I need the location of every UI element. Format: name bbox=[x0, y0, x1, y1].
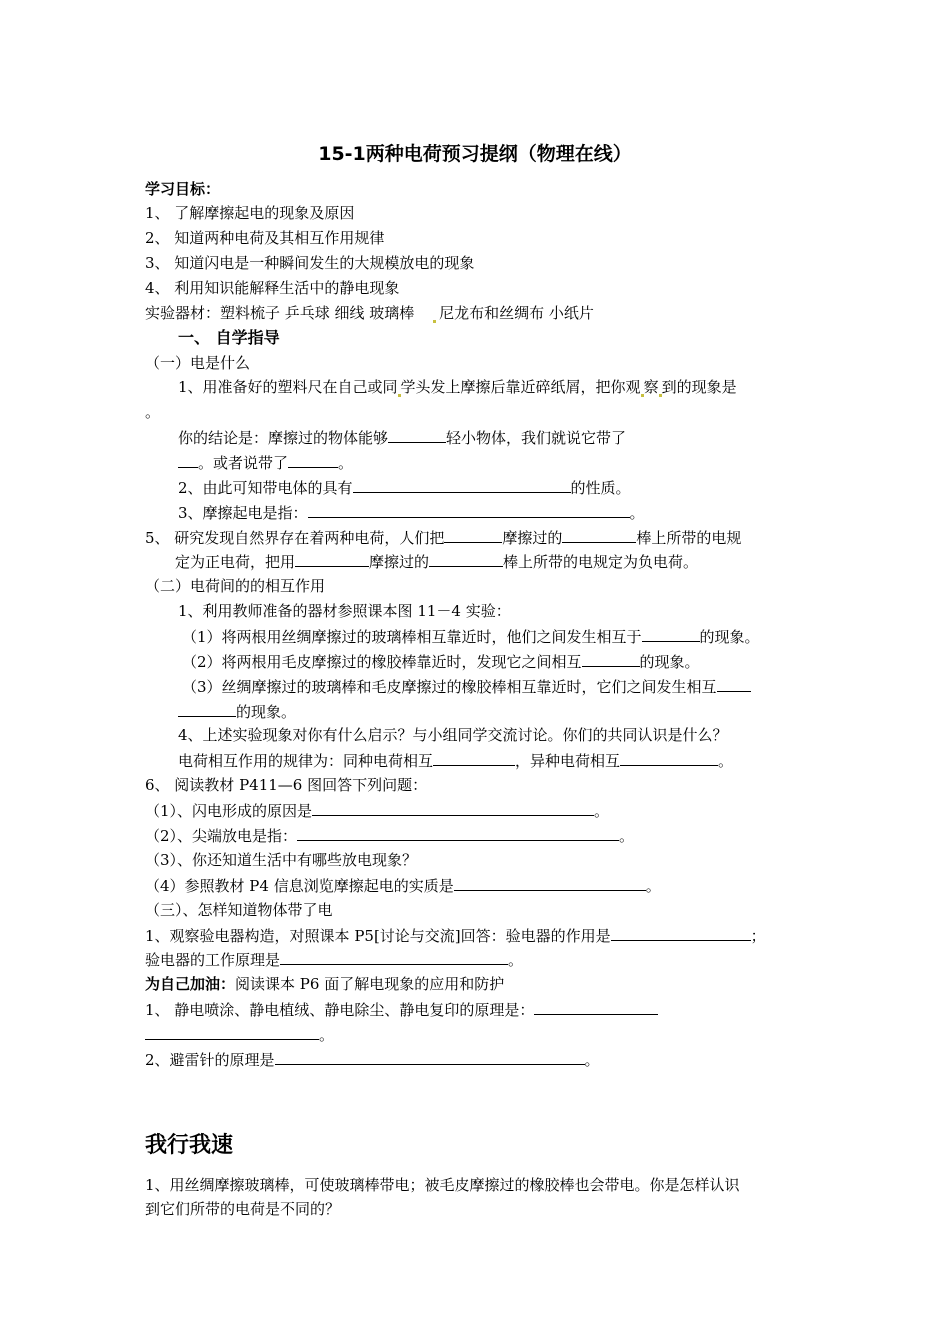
discussion-line: 4、上述实验现象对你有什么启示？与小组同学交流讨论。你们的共同认识是什么？ bbox=[178, 726, 728, 744]
question-line bbox=[178, 502, 645, 523]
question-line bbox=[145, 825, 634, 846]
extra-label: 为自己加油： bbox=[145, 975, 236, 993]
text-span: 3、摩擦起电是指： bbox=[178, 504, 308, 522]
fill-blank[interactable] bbox=[388, 427, 446, 443]
fill-blank[interactable] bbox=[642, 626, 700, 642]
question-line bbox=[178, 477, 631, 498]
question-line bbox=[145, 800, 609, 821]
text-span: 定为正电荷，把用 bbox=[175, 553, 296, 571]
fill-blank[interactable] bbox=[582, 651, 640, 667]
text-span: 摩擦过的 bbox=[369, 553, 430, 571]
text-span: （1）、闪电形成的原因是 bbox=[145, 802, 313, 820]
subsection-heading: （一）电是什么 bbox=[145, 354, 251, 372]
equipment-line bbox=[145, 303, 594, 323]
objective-item: 1、 了解摩擦起电的现象及原因 bbox=[145, 204, 355, 222]
question-line bbox=[145, 1024, 334, 1045]
subsection-heading: （三）、怎样知道物体带了电 bbox=[145, 901, 333, 919]
text-span: 摩擦过的 bbox=[502, 529, 563, 547]
text-span: 。 bbox=[619, 827, 635, 845]
fill-blank[interactable] bbox=[312, 800, 594, 816]
question-line: （3）、你还知道生活中有哪些放电现象？ bbox=[145, 851, 418, 869]
fill-blank[interactable] bbox=[275, 1049, 585, 1065]
text-span: 1、用准备好的塑料尺在自己或同 bbox=[178, 378, 398, 396]
fill-blank[interactable] bbox=[297, 825, 619, 841]
text-span: 。 bbox=[629, 504, 645, 522]
section-heading-practice: 我行我速 bbox=[145, 1133, 234, 1158]
text-span: ； bbox=[750, 927, 766, 945]
text-span: 的现象。 bbox=[699, 628, 760, 646]
objective-item: 3、 知道闪电是一种瞬间发生的大规模放电的现象 bbox=[145, 254, 475, 272]
question-line bbox=[145, 925, 766, 946]
text-span: 验电器的工作原理是 bbox=[145, 951, 281, 969]
conclusion-line-2 bbox=[178, 452, 353, 473]
practice-line: 到它们所带的电荷是不同的？ bbox=[145, 1200, 341, 1218]
text-span: 你的结论是：摩擦过的物体能够 bbox=[178, 429, 389, 447]
text-span: 棒上所带的电规定为负电荷。 bbox=[503, 553, 699, 571]
fill-blank[interactable] bbox=[429, 551, 503, 567]
equipment-text-a: 实验器材：塑料梳子 乒乓球 细线 玻璃棒 bbox=[145, 304, 420, 322]
fill-blank[interactable] bbox=[308, 502, 630, 518]
fill-blank[interactable] bbox=[444, 527, 502, 543]
fill-blank[interactable] bbox=[288, 452, 338, 468]
law-line bbox=[178, 750, 733, 771]
text-span: 学头发上摩擦后靠近碎纸屑，把你观 bbox=[400, 378, 641, 396]
objective-item: 2、 知道两种电荷及其相互作用规律 bbox=[145, 229, 385, 247]
fill-blank[interactable] bbox=[295, 551, 369, 567]
question-line: 6、 阅读教材 P411—6 图回答下列问题： bbox=[145, 776, 428, 794]
text-span: 。或者说带了 bbox=[198, 454, 289, 472]
text-span: 到的现象是 bbox=[661, 378, 737, 396]
text-span: （2）将两根用毛皮摩擦过的橡胶棒靠近时，发现它之间相互 bbox=[182, 653, 582, 671]
text-span: 。 bbox=[338, 454, 354, 472]
subsection-heading: （二）电荷间的的相互作用 bbox=[145, 577, 326, 595]
experiment-line bbox=[182, 626, 760, 647]
fill-blank[interactable] bbox=[562, 527, 636, 543]
text-span: 。 bbox=[508, 951, 524, 969]
question-line bbox=[145, 949, 523, 970]
experiment-line bbox=[178, 701, 296, 722]
text-span: 的现象。 bbox=[236, 703, 297, 721]
text-span: （4）参照教材 P4 信息浏览摩擦起电的实质是 bbox=[145, 877, 454, 895]
fill-blank[interactable] bbox=[534, 999, 658, 1015]
extra-line bbox=[145, 974, 504, 994]
objectives-heading: 学习目标： bbox=[145, 180, 221, 198]
text-span: 的性质。 bbox=[570, 479, 631, 497]
ink-mark bbox=[433, 320, 436, 323]
question-line bbox=[145, 999, 658, 1020]
text-span: 察 bbox=[643, 378, 659, 396]
fill-blank[interactable] bbox=[353, 477, 571, 493]
text-span: 。 bbox=[594, 802, 610, 820]
text-span: 。 bbox=[718, 752, 734, 770]
text-span: 5、 研究发现自然界存在着两种电荷，人们把 bbox=[145, 529, 445, 547]
text-span: （3）丝绸摩擦过的玻璃棒和毛皮摩擦过的橡胶棒相互靠近时，它们之间发生相互 bbox=[182, 678, 717, 696]
text-span: 1、观察验电器构造，对照课本 P5[讨论与交流] bbox=[145, 927, 461, 945]
text-span: 的现象。 bbox=[639, 653, 700, 671]
fill-blank[interactable] bbox=[620, 750, 718, 766]
fill-blank[interactable] bbox=[717, 676, 751, 692]
question-line bbox=[178, 377, 737, 397]
experiment-line: 1、利用教师准备的器材参照课本图 11－4 实验： bbox=[178, 602, 511, 620]
text-span: 轻小物体，我们就说它带了 bbox=[446, 429, 627, 447]
fill-blank[interactable] bbox=[280, 949, 508, 965]
question-line bbox=[145, 875, 661, 896]
text-span: 。 bbox=[584, 1051, 600, 1069]
text-span: 阅读课本 P6 面了解电现象的应用和防护 bbox=[235, 975, 505, 993]
text-span: 棒上所带的电规 bbox=[636, 529, 742, 547]
text-span: ，异种电荷相互 bbox=[515, 752, 621, 770]
document-title: 15-1两种电荷预习提纲（物理在线） bbox=[318, 143, 632, 165]
question-line-end: 。 bbox=[145, 403, 161, 421]
fill-blank[interactable] bbox=[454, 875, 646, 891]
fill-blank[interactable] bbox=[433, 750, 515, 766]
question-line bbox=[175, 551, 698, 572]
experiment-line bbox=[182, 651, 700, 672]
objective-item: 4、 利用知识能解释生活中的静电现象 bbox=[145, 279, 400, 297]
equipment-text-b: 尼龙布和丝绸布 小纸片 bbox=[439, 304, 594, 322]
text-span: 。 bbox=[645, 877, 661, 895]
fill-blank[interactable] bbox=[178, 701, 236, 717]
conclusion-line bbox=[178, 427, 626, 448]
fill-blank[interactable] bbox=[611, 925, 751, 941]
text-span: 回答：验电器的作用是 bbox=[460, 927, 611, 945]
text-span: 2、避雷针的原理是 bbox=[145, 1051, 275, 1069]
fill-blank[interactable] bbox=[145, 1024, 319, 1040]
question-line bbox=[145, 1049, 600, 1070]
text-span: 电荷相互作用的规律为：同种电荷相互 bbox=[178, 752, 434, 770]
question-line bbox=[145, 527, 741, 548]
text-span: 2、由此可知带电体的具有 bbox=[178, 479, 353, 497]
text-span: （2）、尖端放电是指： bbox=[145, 827, 298, 845]
fill-blank[interactable] bbox=[178, 452, 198, 468]
practice-line: 1、用丝绸摩擦玻璃棒，可使玻璃棒带电；被毛皮摩擦过的橡胶棒也会带电。你是怎样认识 bbox=[145, 1176, 740, 1194]
text-span: （1）将两根用丝绸摩擦过的玻璃棒相互靠近时，他们之间发生相互于 bbox=[182, 628, 642, 646]
section-heading-self-study: 一、 自学指导 bbox=[178, 328, 280, 347]
text-span: 1、 静电喷涂、静电植绒、静电除尘、静电复印的原理是： bbox=[145, 1001, 535, 1019]
experiment-line bbox=[182, 676, 751, 697]
text-span: 。 bbox=[319, 1026, 335, 1044]
